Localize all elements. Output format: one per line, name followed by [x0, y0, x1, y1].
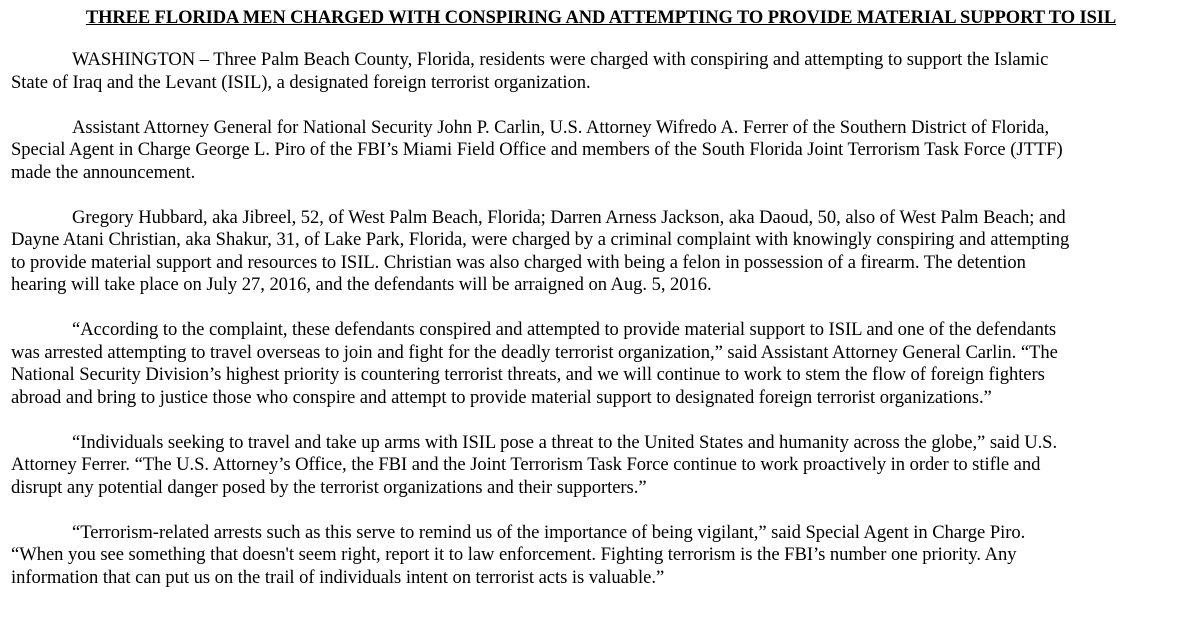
document-title: THREE FLORIDA MEN CHARGED WITH CONSPIRING AND ATTEMPTING TO PROVIDE MATERIAL SUPPORT TO ISIL: [85, 8, 1117, 28]
paragraph-line: “According to the complaint, these defendants conspired and attempted to provide material support to ISIL and one of the defendants: [72, 319, 1057, 340]
paragraph-line: WASHINGTON – Three Palm Beach County, Florida, residents were charged with conspiring and attempting to support the Islamic: [72, 49, 1049, 70]
paragraph-line: information that can put us on the trail of individuals intent on terrorist acts is valuable.”: [11, 566, 665, 588]
paragraph-line: was arrested attempting to travel overseas to join and fight for the deadly terrorist organization,” said Assistant Attorney General Carlin. “The: [11, 341, 1058, 363]
paragraph-line: “Terrorism-related arrests such as this serve to remind us of the importance of being vigilant,” said Special Agent in Charge Piro.: [72, 521, 1026, 543]
paragraph-1: [11, 49, 1191, 94]
paragraph-line: to provide material support and resources to ISIL. Christian was also charged with being a felon in possession of a firearm. The detention: [11, 251, 1026, 273]
paragraph-line: Assistant Attorney General for National Security John P. Carlin, U.S. Attorney Wifredo A. Ferrer of the Southern District of Florida,: [72, 116, 1050, 138]
paragraph-line: made the announcement.: [11, 161, 196, 183]
paragraph-5: [11, 432, 1191, 500]
paragraph-line: disrupt any potential danger posed by the terrorist organizations and their supporters.”: [11, 476, 647, 498]
paragraph-line: Gregory Hubbard, aka Jibreel, 52, of West Palm Beach, Florida; Darren Arness Jackson, aka Daoud, 50, also of West Palm Beach; and: [72, 206, 1066, 228]
paragraph-line: Dayne Atani Christian, aka Shakur, 31, of Lake Park, Florida, were charged by a criminal complaint with knowingly conspiring and attempting: [11, 229, 1070, 250]
paragraph-line: Special Agent in Charge George L. Piro of the FBI’s Miami Field Office and members of the South Florida Joint Terrorism Task Force (JTTF): [11, 139, 1063, 160]
paragraph-line: “Individuals seeking to travel and take up arms with ISIL pose a threat to the United States and humanity across the globe,” said U.S.: [72, 431, 1058, 453]
paragraph-line: Attorney Ferrer. “The U.S. Attorney’s Office, the FBI and the Joint Terrorism Task Force continue to work proactively in order to stifle and: [11, 454, 1041, 475]
paragraph-line: hearing will take place on July 27, 2016, and the defendants will be arraigned on Aug. 5, 2016.: [11, 274, 712, 295]
paragraph-4: [11, 319, 1191, 409]
paragraph-6: [11, 522, 1191, 590]
paragraph-line: National Security Division’s highest priority is countering terrorist threats, and we will continue to work to stem the flow of foreign fighters: [11, 364, 1045, 385]
paragraph-3: [11, 207, 1191, 297]
paragraph-2: [11, 117, 1191, 185]
paragraph-line: abroad and bring to justice those who conspire and attempt to provide material support to designated foreign terrorist organizations.”: [11, 386, 992, 408]
press-release-document: [11, 0, 1191, 589]
paragraph-line: “When you see something that doesn't seem right, report it to law enforcement. Fighting terrorism is the FBI’s number one priority. Any: [11, 544, 1017, 565]
paragraph-line: State of Iraq and the Levant (ISIL), a designated foreign terrorist organization.: [11, 71, 591, 93]
